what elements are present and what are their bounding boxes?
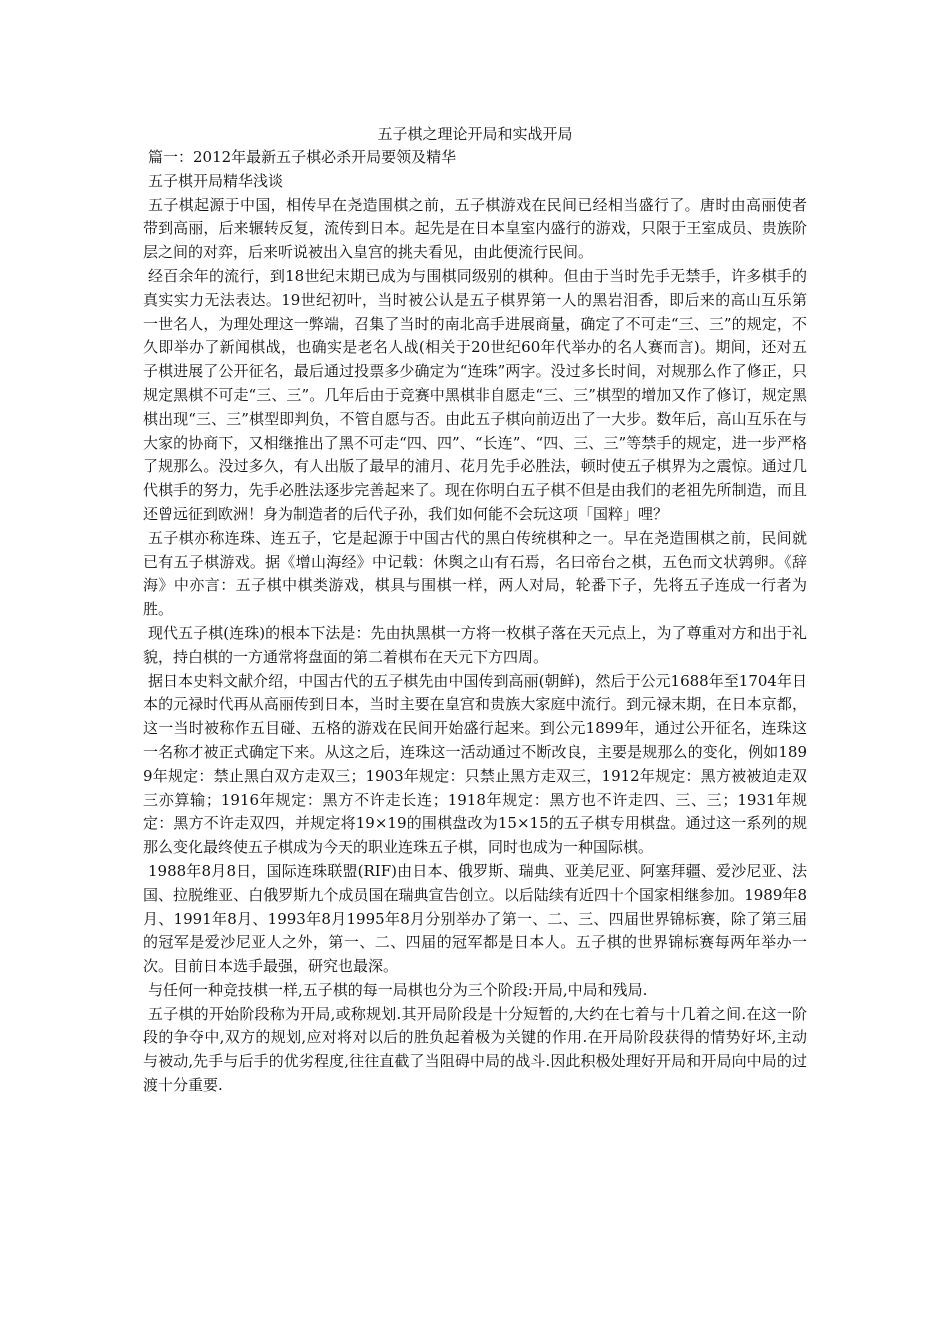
document-title: 五子棋之理论开局和实战开局 (377, 125, 573, 143)
paragraph-basic-rules: 现代五子棋(连珠)的根本下法是：先由执黑棋一方将一枚棋子落在天元点上，为了尊重对方和出于礼貌，持白棋的一方通常将盘面的第二着棋布在天元下方四周。 (143, 623, 807, 666)
paragraph-opening: 五子棋的开始阶段称为开局,或称规划.其开局阶段是十分短暂的,大约在七着与十几着之间.在这一阶段的争夺中,双方的规划,应对将对以后的胜负起着极为关键的作用.在开局阶段获得的情势好坏,主动与被动,先手与后手的优劣程度,往往直截了当阻碍中局的战斗.因此积极处理好开局和开局向中局的过渡十分重要. (143, 1004, 807, 1095)
paragraph-ancient-records: 五子棋亦称连珠、连五子，它是起源于中国古代的黑白传统棋种之一。早在尧造围棋之前，民间就已有五子棋游戏。据《增山海经》中记载：休舆之山有石焉，名曰帝台之棋，五色而文状鹑卵。《辞海》中亦言：五子棋中棋类游戏，棋具与围棋一样，两人对局，轮番下子，先将五子连成一行者为胜。 (143, 528, 807, 619)
paragraph-rif: 1988年8月8日，国际连珠联盟(RIF)由日本、俄罗斯、瑞典、亚美尼亚、阿塞拜疆、爱沙尼亚、法国、拉脱维亚、白俄罗斯九个成员国在瑞典宣告创立。以后陆续有近四十个国家相继参加。1989年8月、1991年8月、1993年8月1995年8月分别举办了第一、二、三、四届世界锦标赛，除了第三届的冠军是爱沙尼亚人之外，第一、二、四届的冠军都是日本人。五子棋的世界锦标赛每两年举办一次。目前日本选手最强，研究也最深。 (143, 861, 807, 976)
paragraph-subheading: 五子棋开局精华浅谈 (148, 171, 284, 190)
paragraph-japan-history: 据日本史料文献介绍，中国古代的五子棋先由中国传到高丽(朝鲜)，然后于公元1688年至1704年日本的元禄时代再从高丽传到日本，当时主要在皇宫和贵族大家庭中流行。到元禄末期，在日本京都，这一当时被称作五目碰、五格的游戏在民间开始盛行起来。到公元1899年，通过公开征名，连珠这一名称才被正式确定下来。从这之后，连珠这一活动通过不断改良，主要是规那么的变化，例如1899年规定：禁止黑白双方走双三；1903年规定：只禁止黑方走双三，1912年规定：黑方被被迫走双三亦算输；1916年规定：黑方不许走长连；1918年规定：黑方也不许走四、三、三；1931年规定：黑方不许走双四，并规定将19×19的围棋盘改为15×15的五子棋专用棋盘。通过这一系列的规那么变化最终使五子棋成为今天的职业连珠五子棋，同时也成为一种国际棋。 (143, 671, 807, 857)
paragraph-history: 经百余年的流行，到18世纪末期已成为与围棋同级别的棋种。但由于当时先手无禁手，许多棋手的真实实力无法表达。19世纪初叶，当时被公认是五子棋界第一人的黑岩泪香，即后来的高山互乐第一世名人，为理处理这一弊端，召集了当时的南北高手进展商量，确定了不可走“三、三”的规定，不久即举办了新闻棋战，也确实是老名人战(相关于20世纪60年代举办的名人赛而言)。期间，还对五子棋进展了公开征名，最后通过投票多少确定为“连珠”两字。没过多长时间，对规那么作了修正，只规定黑棋不可走“三、三”。几年后由于竞赛中黑棋非自愿走“三、三”棋型的增加又作了修订，规定黑棋出现“三、三”棋型即判负，不管自愿与否。由此五子棋向前迈出了一大步。数年后，高山互乐在与大家的协商下，又相继推出了黑不可走“四、四”、“长连”、“四、三、三”等禁手的规定，进一步严格了规那么。没过多久，有人出版了最早的浦月、花月先手必胜法，顿时使五子棋界为之震惊。通过几代棋手的努力，先手必胜法逐步完善起来了。现在你明白五子棋不但是由我们的老祖先所制造，而且还曾远征到欧洲！身为制造者的后代子孙，我们如何能不会玩这项「国粹」哩？ (143, 266, 807, 523)
paragraph-section-heading: 篇一：2012年最新五子棋必杀开局要领及精华 (148, 148, 457, 166)
paragraph-three-stages: 与任何一种竞技棋一样,五子棋的每一局棋也分为三个阶段:开局,中局和残局. (148, 980, 648, 999)
document-page (143, 122, 807, 1098)
paragraph-origin: 五子棋起源于中国，相传早在尧造围棋之前，五子棋游戏在民间已经相当盛行了。唐时由高丽使者带到高丽，后来辗转反复，流传到日本。起先是在日本皇室内盛行的游戏，只限于王室成员、贵族阶层之间的对弈，后来听说被出入皇宫的挑夫看见，由此便流行民间。 (143, 195, 807, 262)
